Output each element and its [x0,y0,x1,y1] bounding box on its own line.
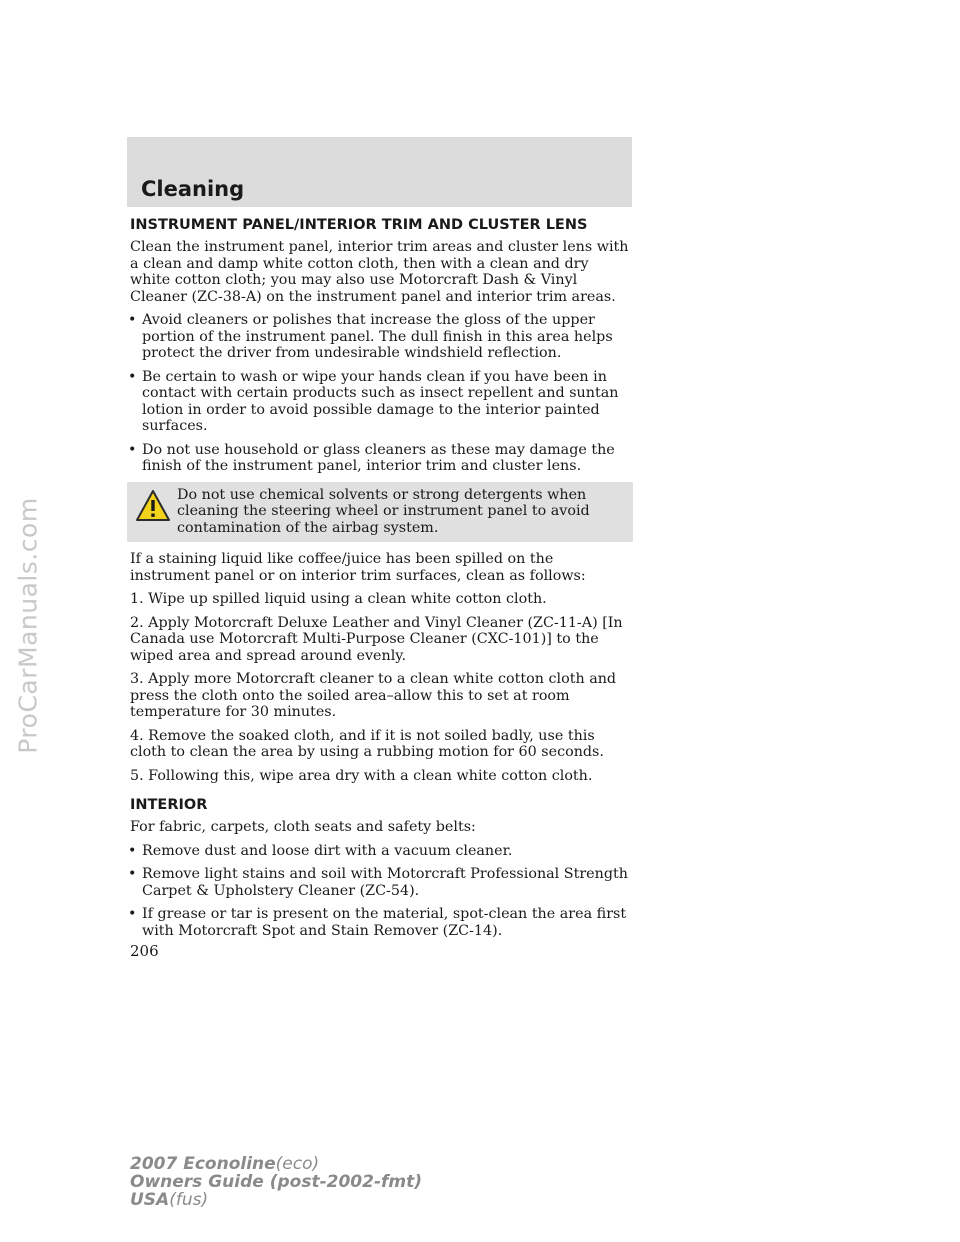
page-title: Cleaning [141,177,245,201]
page-number: 206 [130,942,159,960]
header-band [127,137,632,207]
list-item: • Remove dust and loose dirt with a vacuum cleaner. [130,843,630,860]
footer-market: USA [130,1190,170,1210]
footer-market-code: (fus) [169,1190,209,1210]
footer-model-code: (eco) [275,1154,320,1174]
list-item: • Avoid cleaners or polishes that increase the gloss of the upper portion of the instrument panel. The dull finish in this area helps protect the driver from undesirable windshield reflection. [130,312,630,362]
step-1: 1. Wipe up spilled liquid using a clean white cotton cloth. [130,591,547,607]
footer-model: 2007 Econoline [130,1154,276,1174]
bullet-list-interior [130,843,630,940]
footer [130,1155,422,1209]
warning-triangle-icon [135,489,171,523]
step-5: 5. Following this, wipe area dry with a clean white cotton cloth. [130,767,593,784]
warning-text: Do not use chemical solvents or strong detergents when cleaning the steering wheel or instrument panel to avoid contamination of the airbag system. [177,486,590,536]
step-4: 4. Remove the soaked cloth, and if it is not soiled badly, use this cloth to clean the area by using a rubbing motion for 60 seconds. [130,727,604,760]
watermark-text: ProCarManuals.com [13,496,43,754]
list-item: • Be certain to wash or wipe your hands clean if you have been in contact with certain products such as insect repellent and suntan lotion in order to avoid possible damage to the interior painted surfaces. [130,369,630,435]
footer-line-3 [130,1191,422,1209]
page-content [130,216,630,946]
footer-line-2 [130,1173,422,1191]
paragraph-intro: Clean the instrument panel, interior trim areas and cluster lens with a clean and damp white cotton cloth, then with a clean and dry white cotton cloth; you may also use Motorcraft Dash & Vinyl Cleaner (ZC-38-A) on the instrument panel and interior trim areas. [130,239,629,305]
watermark [8,195,48,1055]
step-3: 3. Apply more Motorcraft cleaner to a clean white cotton cloth and press the cloth onto the soiled area–allow this to set at room temperature for 30 minutes. [130,671,617,720]
list-item: • Remove light stains and soil with Motorcraft Professional Strength Carpet & Upholstery Cleaner (ZC-54). [130,866,630,899]
bullet-list-instrument-panel [130,312,630,475]
footer-line-1 [130,1155,422,1173]
step-2: 2. Apply Motorcraft Deluxe Leather and Vinyl Cleaner (ZC-11-A) [In Canada use Motorcraft Multi-Purpose Cleaner (CXC-101)] to the wiped area and spread around evenly. [130,614,623,664]
warning-box [127,482,633,543]
list-item: • Do not use household or glass cleaners as these may damage the finish of the instrument panel, interior trim and cluster lens. [130,442,630,475]
section-heading-interior: INTERIOR [130,797,208,813]
paragraph-interior-intro: For fabric, carpets, cloth seats and safety belts: [130,819,476,835]
section-heading-instrument-panel: INSTRUMENT PANEL/INTERIOR TRIM AND CLUSTER LENS [130,217,588,233]
list-item: • If grease or tar is present on the material, spot-clean the area first with Motorcraft Spot and Stain Remover (ZC-14). [130,906,630,939]
paragraph-staining: If a staining liquid like coffee/juice has been spilled on the instrument panel or on interior trim surfaces, clean as follows: [130,551,586,584]
footer-guide: Owners Guide (post-2002-fmt) [130,1172,423,1192]
